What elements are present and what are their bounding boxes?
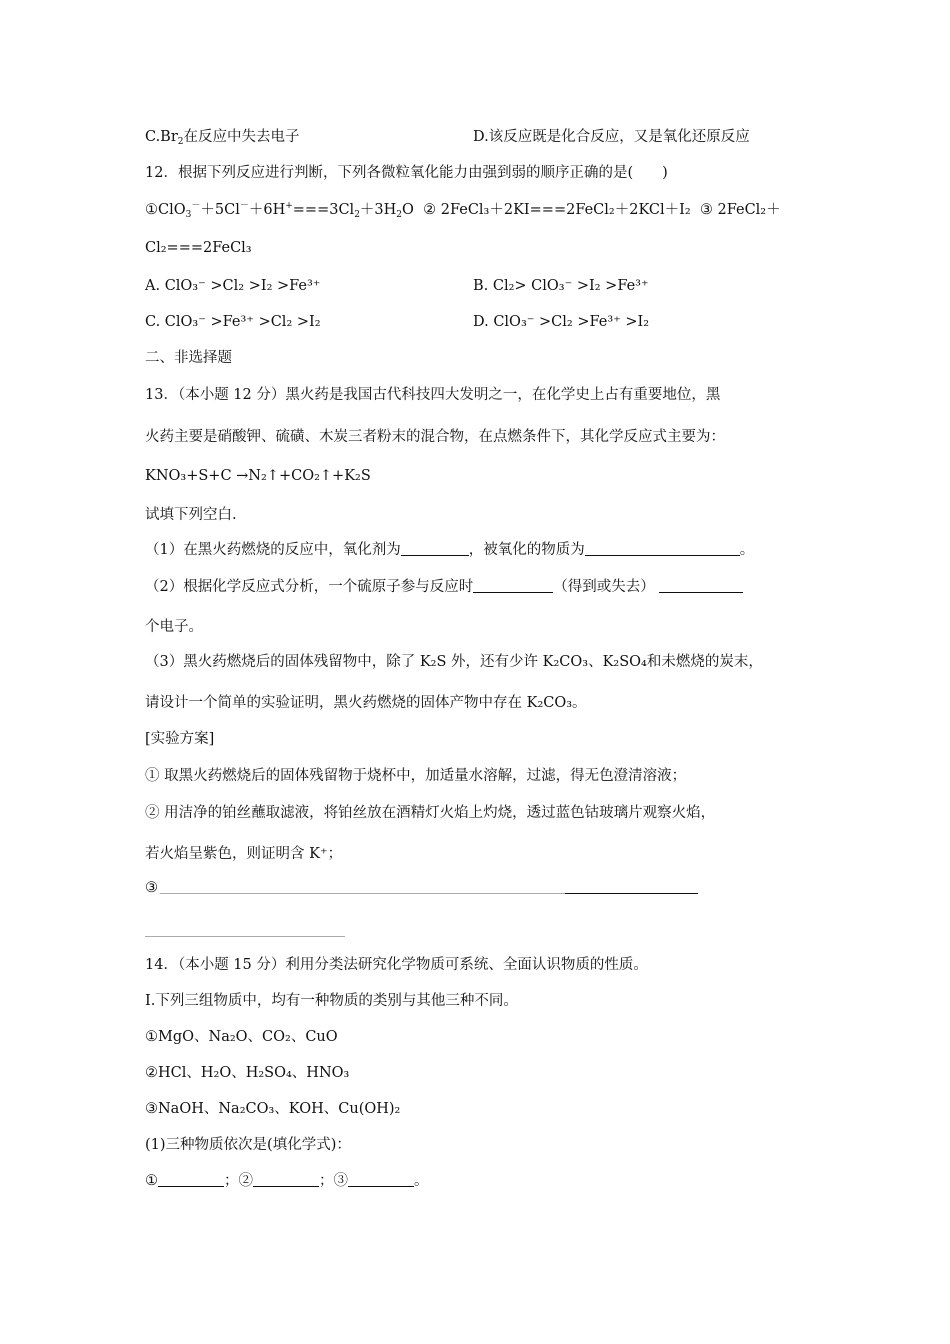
q12-option-d: D. ClO₃⁻ >Cl₂ >Fe³⁺ >I₂ [473, 314, 650, 330]
answer-3-marker: ；③ [319, 1173, 348, 1189]
answer-2-blank[interactable] [253, 1172, 319, 1187]
oxidant-blank[interactable] [401, 541, 469, 556]
reaction-2: ② 2FeCl₃＋2KI===2FeCl₂＋2KCl＋I₂ [423, 202, 691, 218]
r1-h: ===3Cl [292, 202, 355, 218]
step-3-answer-line-light[interactable] [160, 893, 565, 894]
oxidized-blank[interactable] [585, 541, 740, 556]
q14-stem: 14．（本小题 15 分）利用分类法研究化学物质可系统、全面认识物质的性质。 [145, 957, 648, 973]
q13-part-2 [145, 577, 743, 597]
gain-lose-blank[interactable] [473, 578, 553, 593]
q13-stem-1: 13．（本小题 12 分）黑火药是我国古代科技四大发明之一，在化学史上占有重要地位，黑 [145, 387, 721, 403]
q14-answers [145, 1171, 429, 1191]
step-3-answer-line-2[interactable] [145, 936, 345, 937]
experiment-plan-label: [实验方案] [145, 731, 215, 747]
r1-k: 2 [396, 210, 403, 220]
q13-equation: KNO₃+S+C →N₂↑+CO₂↑+K₂S [145, 468, 371, 484]
q12-option-a [145, 276, 649, 296]
step-2-cont: 若火焰呈紫色，则证明含 K⁺； [145, 846, 343, 862]
q12-option-b: B. Cl₂> ClO₃⁻ >I₂ >Fe³⁺ [473, 278, 649, 294]
answer-3-blank[interactable] [348, 1172, 414, 1187]
q13-part-3: （3）黑火药燃烧后的固体残留物中，除了 K₂S 外，还有少许 K₂CO₃、K₂SO₄和未燃烧的炭末， [145, 654, 763, 670]
q14-sub-1: (1)三种物质依次是(填化学式)： [145, 1137, 351, 1153]
answer-end: 。 [414, 1173, 429, 1189]
q13-part-3-cont: 请设计一个简单的实验证明，黑火药燃烧的固体产物中存在 K₂CO₃。 [145, 695, 587, 711]
reaction-3-cont: Cl₂===2FeCl₃ [145, 240, 252, 256]
q14-group-1: ①MgO、Na₂O、CO₂、CuO [145, 1029, 338, 1045]
q11-c-text: C.Br [145, 129, 178, 145]
r1-a: ①ClO [145, 202, 186, 218]
electron-count-blank[interactable] [659, 578, 743, 593]
step-3-marker: ③ [145, 880, 158, 896]
r1-f: ＋6H [248, 202, 286, 218]
r1-d: ＋5Cl [200, 202, 240, 218]
q13-instruction: 试填下列空白. [145, 507, 237, 523]
answer-1-blank[interactable] [158, 1172, 224, 1187]
p1-text-b: ，被氧化的物质为 [468, 542, 585, 558]
step-3 [145, 878, 158, 898]
p1-text-c: 。 [739, 542, 755, 558]
q11-c-rest: 在反应中失去电子 [183, 129, 300, 145]
q13-stem-2: 火药主要是硝酸钾、硫磺、木炭三者粉末的混合物，在点燃条件下，其化学反应式主要为： [145, 429, 725, 445]
p2-text-a: （2）根据化学反应式分析，一个硫原子参与反应时 [145, 579, 474, 595]
q12-a-text: A. ClO₃⁻ >Cl₂ >I₂ >Fe³⁺ [145, 278, 321, 294]
q13-part-2-cont: 个电子。 [145, 619, 203, 635]
r1-g: + [285, 201, 293, 211]
q14-group-3: ③NaOH、Na₂CO₃、KOH、Cu(OH)₂ [145, 1101, 401, 1117]
r1-i: 2 [354, 210, 360, 220]
q12-c-text: C. ClO₃⁻ >Fe³⁺ >Cl₂ >I₂ [145, 314, 321, 330]
step-2: ② 用洁净的铂丝蘸取滤液，将铂丝放在酒精灯火焰上灼烧，透过蓝色钴玻璃片观察火焰， [145, 805, 716, 821]
p1-text-a: （1）在黑火药燃烧的反应中，氧化剂为 [145, 542, 401, 558]
q11-option-c [145, 127, 750, 147]
q12-stem: 12．根据下列反应进行判断，下列各微粒氧化能力由强到弱的顺序正确的是( ) [145, 165, 668, 181]
section-heading: 二、非选择题 [145, 350, 232, 366]
q12-option-c [145, 312, 650, 332]
q14-group-2: ②HCl、H₂O、H₂SO₄、HNO₃ [145, 1065, 350, 1081]
r1-b: 3 [185, 210, 192, 220]
q12-reactions-line [145, 200, 781, 220]
q14-part-i: Ⅰ.下列三组物质中，均有一种物质的类别与其他三种不同。 [145, 993, 518, 1009]
r1-e: － [239, 201, 249, 211]
q13-part-1 [145, 540, 754, 560]
q11-c-sub: 2 [177, 137, 184, 147]
step-3-answer-line-dark[interactable] [565, 893, 698, 894]
step-1: ① 取黑火药燃烧后的固体残留物于烧杯中，加适量水溶解，过滤，得无色澄清溶液； [145, 768, 687, 784]
r1-l: O [402, 202, 414, 218]
reaction-3: ③ 2FeCl₂＋ [699, 202, 781, 218]
r1-j: ＋3H [359, 202, 397, 218]
q11-option-d: D.该反应既是化合反应，又是氧化还原反应 [473, 129, 750, 145]
answer-1-marker: ① [145, 1173, 158, 1189]
p2-text-b: （得到或失去） [553, 579, 655, 595]
answer-2-marker: ；② [224, 1173, 253, 1189]
r1-c: － [191, 201, 201, 211]
